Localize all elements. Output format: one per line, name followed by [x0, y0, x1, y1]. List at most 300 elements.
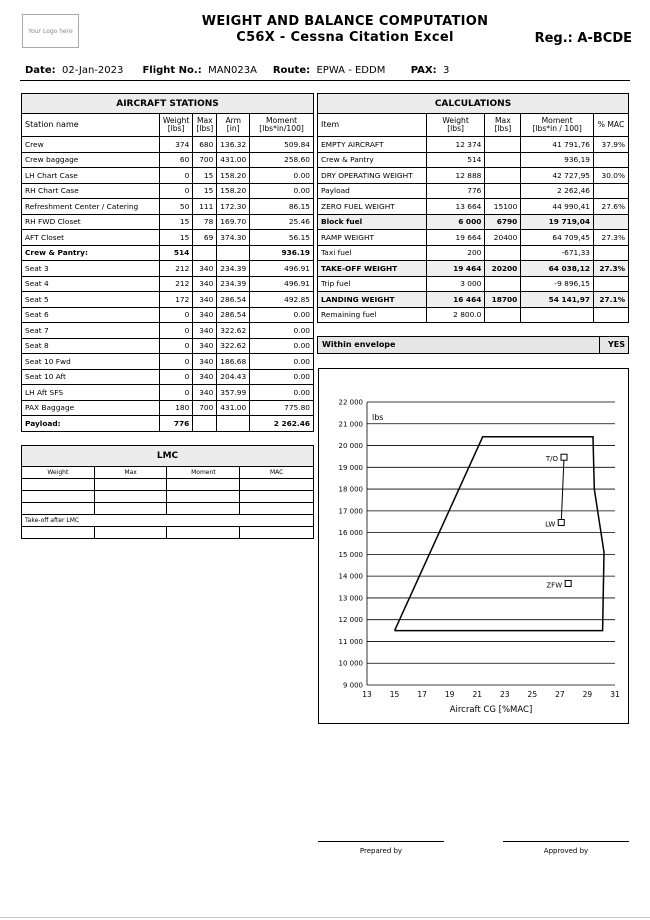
station-max: 340	[193, 369, 217, 385]
calc-item: Trip fuel	[318, 276, 427, 292]
cg-envelope-chart	[318, 368, 629, 724]
pax-value: 3	[442, 65, 450, 76]
station-arm: 357.99	[217, 385, 250, 401]
flight-info-bar	[25, 65, 449, 76]
calc-max	[485, 168, 521, 184]
station-moment: 509.84	[250, 137, 314, 153]
calculations-table	[317, 93, 629, 338]
title-line-2: C56X - Cessna Citation Excel	[236, 30, 454, 45]
station-name: Crew baggage	[22, 152, 160, 168]
lmc-title: LMC	[22, 446, 314, 467]
station-weight: 514	[159, 245, 192, 261]
document-title	[140, 14, 550, 46]
station-arm: 431.00	[217, 152, 250, 168]
calc-item: RAMP WEIGHT	[318, 230, 427, 246]
station-moment: 2 262.46	[250, 416, 314, 432]
calc-weight: 12 888	[426, 168, 485, 184]
station-name: PAX Baggage	[22, 400, 160, 416]
envelope-value: YES	[599, 337, 628, 353]
station-name: Seat 3	[22, 261, 160, 277]
station-weight[interactable]: 374	[159, 137, 192, 153]
station-max: 700	[193, 152, 217, 168]
station-max	[193, 245, 217, 261]
cg-point-label: T/O	[545, 455, 559, 464]
calc-moment: 42 727,95	[521, 168, 594, 184]
station-moment: 0.00	[250, 307, 314, 323]
calculations-body	[318, 137, 629, 338]
stations-body	[22, 137, 314, 432]
col-moment-label: Moment	[266, 115, 298, 125]
station-moment: 0.00	[250, 323, 314, 339]
station-row	[22, 292, 314, 308]
cg-envelope-outline	[395, 437, 604, 631]
calc-mac	[594, 307, 629, 323]
col-max	[193, 114, 217, 137]
header-divider	[20, 80, 630, 81]
lmc-cell[interactable]	[167, 503, 240, 515]
calc-row	[318, 137, 629, 153]
lmc-cell[interactable]	[167, 491, 240, 503]
station-max: 340	[193, 385, 217, 401]
calc-mac: 27.3%	[594, 230, 629, 246]
reg-label: Reg.:	[534, 31, 573, 46]
calc-moment: 64 709,45	[521, 230, 594, 246]
station-arm	[217, 416, 250, 432]
calc-moment: 54 141,97	[521, 292, 594, 308]
prepared-by-label: Prepared by	[359, 847, 403, 855]
registration	[535, 31, 632, 46]
col-calc-weight-unit: [lbs]	[447, 124, 464, 133]
lmc-takeoff-row	[22, 527, 314, 539]
lmc-cell[interactable]	[94, 491, 167, 503]
station-weight[interactable]: 0	[159, 323, 192, 339]
calc-row	[318, 168, 629, 184]
calc-item: Crew & Pantry	[318, 152, 427, 168]
calc-mac	[594, 183, 629, 199]
title-line-1: WEIGHT AND BALANCE COMPUTATION	[201, 14, 489, 29]
x-tick-label: 15	[389, 690, 400, 699]
calc-weight: 12 374	[426, 137, 485, 153]
col-weight-unit: [lbs]	[167, 124, 185, 133]
station-arm: 431.00	[217, 400, 250, 416]
col-weight-label: Weight	[162, 115, 190, 125]
col-weight	[159, 114, 192, 137]
flight-value: MAN023A	[208, 65, 257, 76]
col-arm	[217, 114, 250, 137]
calc-moment: 64 038,12	[521, 261, 594, 277]
col-calc-weight	[426, 114, 485, 137]
calc-weight: 16 464	[426, 292, 485, 308]
y-tick-label: 11 000	[338, 637, 363, 646]
station-weight[interactable]: 0	[159, 354, 192, 370]
calc-mac	[594, 276, 629, 292]
lmc-table	[21, 445, 314, 539]
station-arm: 286.54	[217, 292, 250, 308]
calc-weight: 200	[426, 245, 485, 261]
approved-by-signature[interactable]	[503, 841, 629, 855]
calc-max	[485, 137, 521, 153]
x-tick-label: 31	[610, 690, 620, 699]
x-tick-label: 21	[472, 690, 482, 699]
calc-max	[485, 276, 521, 292]
station-arm: 169.70	[217, 214, 250, 230]
calc-weight: 776	[426, 183, 485, 199]
calc-max: 18700	[485, 292, 521, 308]
lmc-cell[interactable]	[22, 527, 95, 539]
station-name: AFT Closet	[22, 230, 160, 246]
station-moment: 0.00	[250, 369, 314, 385]
station-max: 15	[193, 168, 217, 184]
station-moment: 258.60	[250, 152, 314, 168]
y-tick-label: 15 000	[338, 550, 363, 559]
lmc-cell[interactable]	[240, 479, 314, 491]
station-moment: 25.46	[250, 214, 314, 230]
col-max-label: Max	[196, 115, 213, 125]
calc-mac: 27.3%	[594, 261, 629, 277]
col-moment	[250, 114, 314, 137]
calc-max: 20400	[485, 230, 521, 246]
cg-point-marker	[558, 520, 564, 526]
station-max: 340	[193, 338, 217, 354]
calc-row	[318, 292, 629, 308]
station-row	[22, 416, 314, 432]
station-row	[22, 385, 314, 401]
y-tick-label: 19 000	[338, 463, 363, 472]
station-name: Seat 10 Aft	[22, 369, 160, 385]
lmc-cell[interactable]	[240, 503, 314, 515]
y-tick-label: 9 000	[342, 681, 363, 690]
station-row	[22, 199, 314, 215]
station-moment: 936.19	[250, 245, 314, 261]
station-weight[interactable]: 180	[159, 400, 192, 416]
station-weight[interactable]: 172	[159, 292, 192, 308]
lmc-cell[interactable]	[94, 479, 167, 491]
calc-mac: 30.0%	[594, 168, 629, 184]
y-axis-label: lbs	[372, 413, 384, 422]
aircraft-stations-table	[21, 93, 314, 432]
station-name: Seat 7	[22, 323, 160, 339]
station-row	[22, 338, 314, 354]
calc-item: ZERO FUEL WEIGHT	[318, 199, 427, 215]
calc-max: 15100	[485, 199, 521, 215]
lmc-cell[interactable]	[94, 503, 167, 515]
station-arm: 286.54	[217, 307, 250, 323]
y-tick-label: 13 000	[338, 594, 363, 603]
pax-label: PAX:	[410, 65, 437, 76]
station-name: RH Chart Case	[22, 183, 160, 199]
station-name: Seat 10 Fwd	[22, 354, 160, 370]
calc-item: DRY OPERATING WEIGHT	[318, 168, 427, 184]
calc-mac: 27.1%	[594, 292, 629, 308]
lmc-col-mac: MAC	[240, 467, 314, 479]
station-moment: 492.85	[250, 292, 314, 308]
x-tick-label: 29	[582, 690, 593, 699]
station-arm: 234.39	[217, 261, 250, 277]
station-arm: 158.20	[217, 183, 250, 199]
lmc-cell[interactable]	[167, 479, 240, 491]
y-tick-label: 22 000	[338, 398, 363, 407]
station-max: 340	[193, 323, 217, 339]
lmc-col-weight: Weight	[22, 467, 95, 479]
reg-value: A-BCDE	[577, 31, 632, 46]
calc-row	[318, 199, 629, 215]
calc-max	[485, 245, 521, 261]
x-axis-label: Aircraft CG [%MAC]	[449, 705, 533, 715]
y-tick-label: 14 000	[338, 572, 363, 581]
station-weight[interactable]: 0	[159, 385, 192, 401]
station-row	[22, 137, 314, 153]
cg-point-label: LW	[545, 520, 556, 529]
station-weight[interactable]: 15	[159, 214, 192, 230]
col-calc-moment	[521, 114, 594, 137]
cg-point-marker	[561, 454, 567, 460]
col-arm-label: Arm	[225, 115, 242, 125]
calc-moment: 936,19	[521, 152, 594, 168]
calc-max	[485, 307, 521, 323]
station-moment: 0.00	[250, 183, 314, 199]
station-weight[interactable]: 50	[159, 199, 192, 215]
station-max: 340	[193, 292, 217, 308]
lmc-cell[interactable]	[22, 479, 95, 491]
calc-row	[318, 245, 629, 261]
station-row	[22, 400, 314, 416]
calc-row	[318, 230, 629, 246]
station-row	[22, 245, 314, 261]
station-row	[22, 230, 314, 246]
col-mac: % MAC	[594, 114, 629, 137]
station-max: 111	[193, 199, 217, 215]
station-max: 700	[193, 400, 217, 416]
flight-label: Flight No.:	[142, 65, 202, 76]
station-arm: 136.32	[217, 137, 250, 153]
station-arm: 374.30	[217, 230, 250, 246]
station-moment: 0.00	[250, 385, 314, 401]
page-bottom-rule	[0, 917, 650, 918]
calc-item: EMPTY AIRCRAFT	[318, 137, 427, 153]
approved-by-label: Approved by	[543, 847, 589, 855]
lmc-cell[interactable]	[167, 527, 240, 539]
station-max: 78	[193, 214, 217, 230]
calc-row	[318, 152, 629, 168]
station-row	[22, 214, 314, 230]
station-moment: 496.91	[250, 276, 314, 292]
calc-moment: 44 990,41	[521, 199, 594, 215]
station-arm	[217, 245, 250, 261]
station-weight[interactable]: 212	[159, 276, 192, 292]
station-arm: 204.43	[217, 369, 250, 385]
x-tick-label: 23	[500, 690, 510, 699]
lmc-col-max: Max	[94, 467, 167, 479]
station-weight[interactable]: 0	[159, 369, 192, 385]
station-row	[22, 261, 314, 277]
y-tick-label: 12 000	[338, 616, 363, 625]
station-name: LH Aft SFS	[22, 385, 160, 401]
calc-row	[318, 276, 629, 292]
calc-item: Taxi fuel	[318, 245, 427, 261]
station-moment: 0.00	[250, 354, 314, 370]
calc-weight: 514	[426, 152, 485, 168]
station-max: 15	[193, 183, 217, 199]
cg-point-marker	[565, 580, 571, 586]
station-name: Seat 8	[22, 338, 160, 354]
station-row	[22, 276, 314, 292]
col-calc-moment-unit: [lbs*in / 100]	[532, 124, 582, 133]
calc-weight: 3 000	[426, 276, 485, 292]
calc-item: TAKE-OFF WEIGHT	[318, 261, 427, 277]
station-weight[interactable]: 60	[159, 152, 192, 168]
y-tick-label: 20 000	[338, 442, 363, 451]
company-logo-placeholder	[22, 14, 79, 48]
col-moment-unit: [lbs*in/100]	[259, 124, 304, 133]
calc-moment: 41 791,76	[521, 137, 594, 153]
station-name: Seat 4	[22, 276, 160, 292]
col-station-name: Station name	[22, 114, 160, 137]
calc-max	[485, 152, 521, 168]
calc-row	[318, 183, 629, 199]
station-row	[22, 354, 314, 370]
station-row	[22, 307, 314, 323]
x-tick-label: 27	[555, 690, 565, 699]
lmc-cell[interactable]	[240, 491, 314, 503]
y-tick-label: 17 000	[338, 507, 363, 516]
calc-mac	[594, 214, 629, 230]
station-weight[interactable]: 15	[159, 230, 192, 246]
col-calc-weight-label: Weight	[442, 115, 469, 125]
cg-point-label: ZFW	[546, 581, 563, 590]
station-name: Seat 6	[22, 307, 160, 323]
station-weight[interactable]: 0	[159, 338, 192, 354]
lmc-cell[interactable]	[94, 527, 167, 539]
calc-weight: 19 464	[426, 261, 485, 277]
calc-mac	[594, 245, 629, 261]
station-name: Refreshment Center / Catering	[22, 199, 160, 215]
stations-title: AIRCRAFT STATIONS	[22, 94, 314, 114]
calc-moment: 2 262,46	[521, 183, 594, 199]
station-max: 340	[193, 261, 217, 277]
calc-moment: -9 896,15	[521, 276, 594, 292]
lmc-row	[22, 503, 314, 515]
y-tick-label: 16 000	[338, 529, 363, 538]
station-max	[193, 416, 217, 432]
station-arm: 322.62	[217, 323, 250, 339]
calc-mac	[594, 152, 629, 168]
date-value: 02-Jan-2023	[61, 65, 124, 76]
col-max-unit: [lbs]	[196, 124, 214, 133]
y-tick-label: 10 000	[338, 659, 363, 668]
calc-weight: 13 664	[426, 199, 485, 215]
station-name: Payload:	[22, 416, 160, 432]
station-moment: 775.80	[250, 400, 314, 416]
station-weight: 776	[159, 416, 192, 432]
calc-max: 20200	[485, 261, 521, 277]
calculations-title: CALCULATIONS	[318, 94, 629, 114]
col-item: Item	[318, 114, 427, 137]
station-row	[22, 183, 314, 199]
calc-weight: 2 800.0	[426, 307, 485, 323]
lmc-row	[22, 491, 314, 503]
prepared-by-signature[interactable]	[318, 841, 444, 855]
col-calc-moment-label: Moment	[541, 115, 573, 125]
station-name: RH FWD Closet	[22, 214, 160, 230]
x-tick-label: 19	[444, 690, 455, 699]
x-tick-label: 17	[417, 690, 427, 699]
station-weight[interactable]: 0	[159, 183, 192, 199]
station-row	[22, 369, 314, 385]
cg-envelope-svg	[319, 369, 630, 725]
station-moment: 0.00	[250, 338, 314, 354]
lmc-row	[22, 479, 314, 491]
calc-mac: 27.6%	[594, 199, 629, 215]
route-value: EPWA - EDDM	[316, 65, 386, 76]
col-calc-max-unit: [lbs]	[494, 124, 512, 133]
station-name: LH Chart Case	[22, 168, 160, 184]
station-max: 69	[193, 230, 217, 246]
calc-weight: 19 664	[426, 230, 485, 246]
calc-max: 6790	[485, 214, 521, 230]
calc-weight: 6 000	[426, 214, 485, 230]
station-moment: 496.91	[250, 261, 314, 277]
station-max: 340	[193, 276, 217, 292]
logo-text: Your Logo here	[28, 27, 73, 35]
y-tick-label: 21 000	[338, 420, 363, 429]
calc-item: Remaining fuel	[318, 307, 427, 323]
calc-item: Block fuel	[318, 214, 427, 230]
calc-moment: 19 719,04	[521, 214, 594, 230]
lmc-cell[interactable]	[22, 491, 95, 503]
calc-row	[318, 214, 629, 230]
station-moment: 0.00	[250, 168, 314, 184]
col-calc-max	[485, 114, 521, 137]
station-name: Crew	[22, 137, 160, 153]
calc-item: LANDING WEIGHT	[318, 292, 427, 308]
route-label: Route:	[272, 65, 311, 76]
col-calc-max-label: Max	[494, 115, 511, 125]
envelope-status	[317, 336, 629, 354]
calc-item: Payload	[318, 183, 427, 199]
station-weight[interactable]: 0	[159, 307, 192, 323]
envelope-label: Within envelope	[322, 340, 396, 349]
station-weight[interactable]: 212	[159, 261, 192, 277]
x-tick-label: 25	[527, 690, 538, 699]
station-arm: 322.62	[217, 338, 250, 354]
station-arm: 186.68	[217, 354, 250, 370]
station-arm: 172.30	[217, 199, 250, 215]
station-row	[22, 323, 314, 339]
calc-max	[485, 183, 521, 199]
calc-row	[318, 307, 629, 323]
calc-moment: -671,33	[521, 245, 594, 261]
lmc-col-moment: Moment	[167, 467, 240, 479]
calc-row	[318, 261, 629, 277]
station-name: Seat 5	[22, 292, 160, 308]
y-tick-label: 18 000	[338, 485, 363, 494]
station-max: 680	[193, 137, 217, 153]
station-arm: 234.39	[217, 276, 250, 292]
station-weight[interactable]: 0	[159, 168, 192, 184]
station-moment: 86.15	[250, 199, 314, 215]
calc-mac: 37.9%	[594, 137, 629, 153]
station-name: Crew & Pantry:	[22, 245, 160, 261]
station-row	[22, 152, 314, 168]
station-arm: 158.20	[217, 168, 250, 184]
station-max: 340	[193, 354, 217, 370]
lmc-cell[interactable]	[22, 503, 95, 515]
x-tick-label: 13	[362, 690, 372, 699]
col-arm-unit: [in]	[226, 124, 240, 133]
station-row	[22, 168, 314, 184]
lmc-takeoff-label: Take-off after LMC	[22, 515, 314, 527]
lmc-cell[interactable]	[240, 527, 314, 539]
